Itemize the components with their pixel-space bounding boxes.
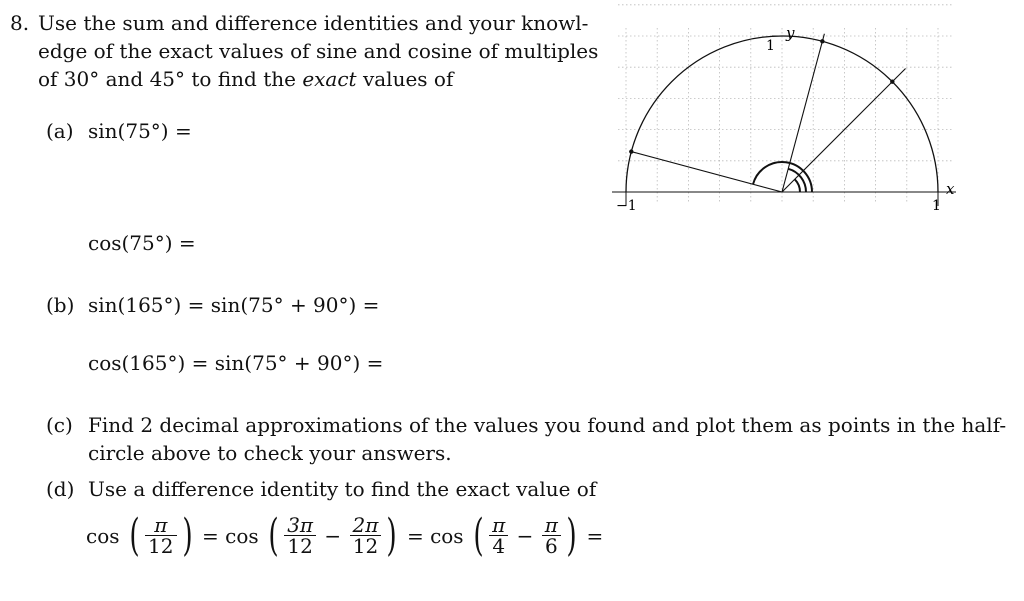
problem-intro-line3 — [38, 66, 453, 92]
eq-paren-open-2: ( — [268, 509, 279, 561]
part-a-cos: cos(75°) = — [88, 231, 196, 255]
fraction-pi-over-6 — [542, 515, 561, 556]
part-b-sin: sin(165°) = sin(75° + 90°) = — [88, 293, 380, 317]
angle-rays — [629, 34, 905, 192]
point-on-circle-45-deg — [890, 79, 894, 83]
x-axis-label: x — [946, 180, 955, 198]
part-b-cos: cos(165°) = sin(75° + 90°) = — [88, 351, 384, 375]
unit-half-circle-diagram — [600, 8, 980, 218]
part-d-equation — [86, 509, 604, 561]
eq-paren-close-1: ) — [181, 509, 193, 561]
part-c-line1: Find 2 decimal approximations of the values you found and plot them as points in the half- — [88, 413, 1007, 437]
y-tick-label: 1 — [766, 38, 775, 54]
frac-num: π — [489, 515, 508, 536]
eq-minus-1: − — [324, 523, 342, 548]
fraction-pi-over-4 — [489, 515, 508, 556]
fraction-3pi-over-12 — [284, 515, 316, 556]
intro-line3-start: of 30° and 45° to find the — [38, 67, 303, 91]
eq-minus-2: − — [516, 523, 534, 548]
eq-equals-end: = — [586, 523, 604, 548]
frac-den: 12 — [352, 534, 379, 558]
frac-num: 3π — [284, 515, 316, 536]
ray-45-deg — [782, 68, 906, 192]
eq-equals-cos-2: = cos — [406, 523, 464, 548]
dotted-grid — [618, 5, 952, 204]
frac-den: 6 — [544, 534, 558, 558]
frac-den: 12 — [148, 534, 174, 558]
y-axis-label: y — [786, 24, 795, 42]
point-on-circle-75-deg — [820, 39, 824, 43]
frac-den: 4 — [492, 534, 506, 558]
part-d-label: (d) — [46, 477, 75, 501]
part-d-text: Use a difference identity to find the exact value of — [88, 477, 597, 501]
eq-paren-close-3: ) — [566, 509, 577, 561]
part-b-label: (b) — [46, 293, 75, 317]
part-c-line2: circle above to check your answers. — [88, 441, 452, 465]
part-c-label: (c) — [46, 413, 73, 437]
eq-paren-open-3: ( — [473, 509, 484, 561]
frac-num: π — [542, 515, 561, 536]
angle-arc-45-deg — [795, 179, 800, 192]
point-on-circle-165-deg — [629, 149, 633, 153]
intro-exact-emphasis: exact — [302, 67, 357, 91]
frac-num: 2π — [350, 515, 382, 536]
fraction-2pi-over-12 — [350, 515, 382, 556]
intro-line3-end: values of — [356, 67, 454, 91]
x-left-tick-label: −1 — [616, 198, 637, 214]
x-right-tick-label: 1 — [932, 198, 941, 214]
problem-intro-line2: edge of the exact values of sine and cosine of multiples — [38, 39, 599, 63]
angle-arcs — [753, 162, 812, 192]
eq-paren-close-2: ) — [386, 509, 398, 561]
part-a-label: (a) — [46, 119, 74, 143]
eq-cos-1: cos — [86, 523, 120, 548]
problem-number: 8. — [10, 11, 30, 35]
frac-den: 12 — [287, 534, 313, 558]
eq-paren-open-1: ( — [129, 509, 140, 561]
part-a-sin: sin(75°) = — [88, 119, 192, 143]
fraction-pi-over-12 — [145, 515, 176, 556]
frac-num: π — [145, 515, 176, 536]
angle-arc-165-deg — [753, 162, 812, 192]
problem-intro-line1: Use the sum and difference identities and your knowl- — [38, 11, 589, 35]
eq-equals-cos-1: = cos — [202, 523, 259, 548]
